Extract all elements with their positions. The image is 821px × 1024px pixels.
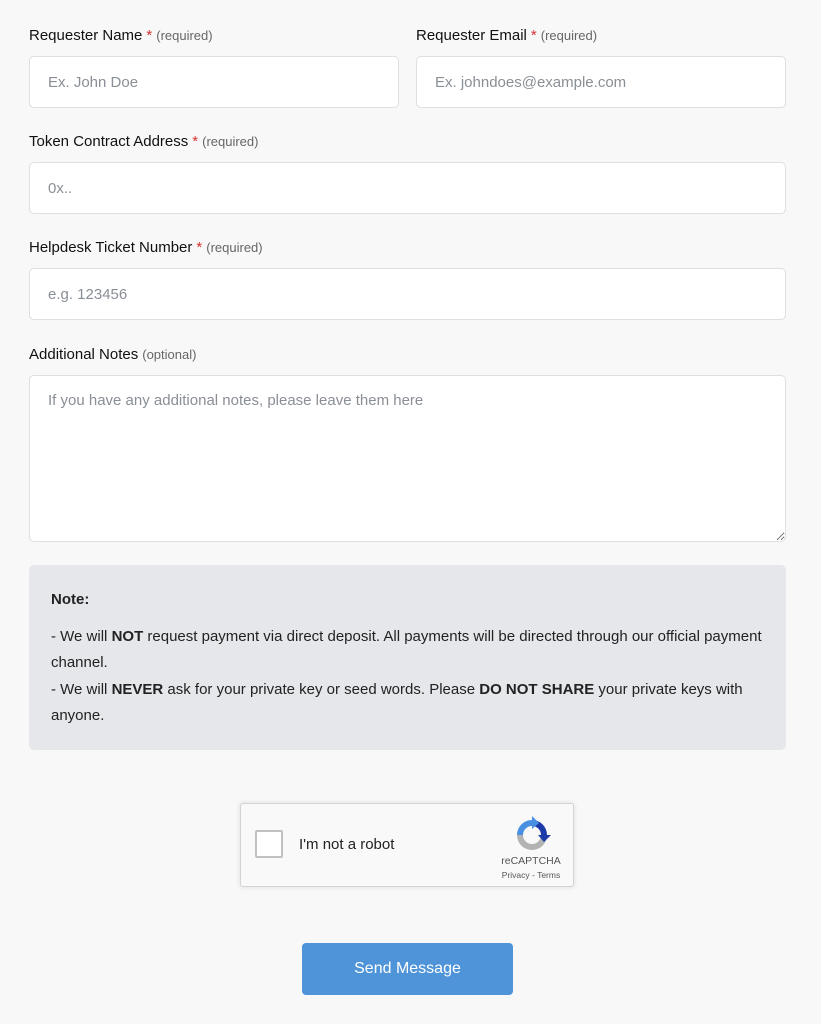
note-emphasis: DO NOT SHARE xyxy=(479,680,595,698)
required-hint: (required) xyxy=(156,28,213,43)
send-message-button[interactable]: Send Message xyxy=(302,943,513,995)
required-hint: (required) xyxy=(202,134,259,149)
ticket-number-label-text: Helpdesk Ticket Number xyxy=(29,239,193,256)
ticket-number-label xyxy=(29,239,263,256)
recaptcha-logo-icon xyxy=(513,816,551,854)
note-title: Note: xyxy=(51,591,90,608)
note-line-private-key xyxy=(51,677,764,730)
required-star: * xyxy=(196,239,203,256)
note-emphasis: NOT xyxy=(111,627,144,645)
additional-notes-label xyxy=(29,346,196,363)
requester-email-label xyxy=(416,27,597,44)
recaptcha-label: I'm not a robot xyxy=(299,836,395,853)
note-box xyxy=(29,565,786,750)
required-star: * xyxy=(146,27,153,44)
required-star: * xyxy=(192,133,199,150)
privacy-link[interactable]: Privacy xyxy=(501,870,530,880)
token-contract-input[interactable] xyxy=(29,162,786,214)
note-emphasis: NEVER xyxy=(111,680,164,698)
link-separator: - xyxy=(529,870,538,880)
recaptcha-widget xyxy=(240,803,574,887)
requester-name-label-text: Requester Name xyxy=(29,27,143,44)
note-text: - We will xyxy=(51,627,112,645)
token-contract-label-text: Token Contract Address xyxy=(29,133,189,150)
recaptcha-checkbox[interactable] xyxy=(255,830,283,858)
requester-name-input[interactable] xyxy=(29,56,399,108)
requester-email-label-text: Requester Email xyxy=(416,27,527,44)
note-line-payment xyxy=(51,624,764,677)
token-contract-label xyxy=(29,133,258,150)
note-text: ask for your private key or seed words. Please xyxy=(163,680,480,698)
required-hint: (required) xyxy=(206,240,263,255)
terms-link[interactable]: Terms xyxy=(537,870,561,880)
additional-notes-label-text: Additional Notes xyxy=(29,346,139,363)
required-hint: (required) xyxy=(540,28,598,43)
requester-email-input[interactable] xyxy=(416,56,786,108)
ticket-number-input[interactable] xyxy=(29,268,786,320)
recaptcha-links xyxy=(491,870,571,880)
required-star: * xyxy=(530,27,537,44)
note-text: your private keys with anyone. xyxy=(51,680,743,724)
additional-notes-textarea[interactable] xyxy=(29,375,786,542)
note-text: - We will xyxy=(51,680,112,698)
optional-hint: (optional) xyxy=(142,347,197,362)
note-text: request payment via direct deposit. All payments will be directed through our official payment channel. xyxy=(51,627,762,671)
recaptcha-brand: reCAPTCHA xyxy=(501,855,561,867)
requester-name-label xyxy=(29,27,213,44)
